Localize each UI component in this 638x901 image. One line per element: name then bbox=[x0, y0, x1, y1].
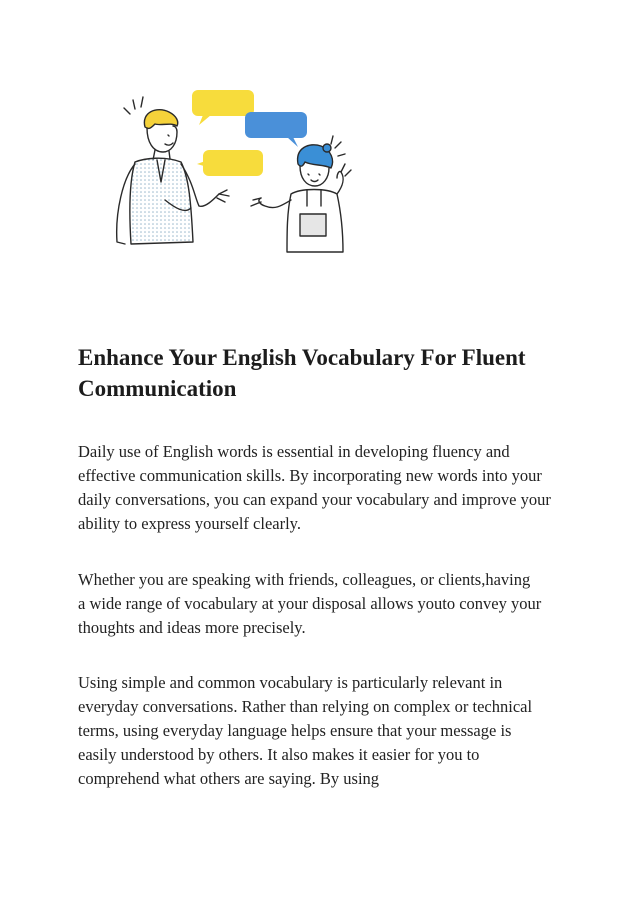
paragraph-line: everyday conversations. Rather than relying on complex or technical bbox=[78, 697, 533, 716]
paragraph-line: easily understood by others. It also makes it easier for you to bbox=[78, 745, 480, 764]
paragraph-whether-speaking bbox=[78, 568, 568, 640]
paragraph-line: terms, using everyday language helps ensure that your message is bbox=[78, 721, 512, 740]
article-title bbox=[78, 342, 578, 404]
paragraph-daily-use bbox=[78, 440, 568, 536]
paragraph-line: effective communication skills. By incorporating new words into your bbox=[78, 466, 542, 485]
conversation-illustration bbox=[95, 82, 365, 267]
paragraph-line: Daily use of English words is essential in developing fluency and bbox=[78, 442, 510, 461]
paragraph-line: comprehend what others are saying. By using bbox=[78, 769, 380, 788]
paragraph-line: ability to express yourself clearly. bbox=[78, 514, 301, 533]
woman-figure-icon bbox=[251, 136, 351, 252]
speech-bubble-yellow-top-icon bbox=[192, 90, 254, 125]
paragraph-simple-vocabulary bbox=[78, 671, 568, 791]
paragraph-line: Whether you are speaking with friends, colleagues, or clients,having bbox=[78, 570, 531, 589]
article-title-line: Communication bbox=[78, 376, 237, 401]
paragraph-line: daily conversations, you can expand your vocabulary and improve your bbox=[78, 490, 551, 509]
paragraph-line: a wide range of vocabulary at your disposal allows youto convey your bbox=[78, 594, 542, 613]
speech-bubble-yellow-bottom-icon bbox=[197, 150, 263, 176]
article-title-line: Enhance Your English Vocabulary For Fluent bbox=[78, 345, 526, 370]
paragraph-line: thoughts and ideas more precisely. bbox=[78, 618, 306, 637]
speech-bubble-blue-icon bbox=[245, 112, 307, 147]
paragraph-line: Using simple and common vocabulary is particularly relevant in bbox=[78, 673, 503, 692]
